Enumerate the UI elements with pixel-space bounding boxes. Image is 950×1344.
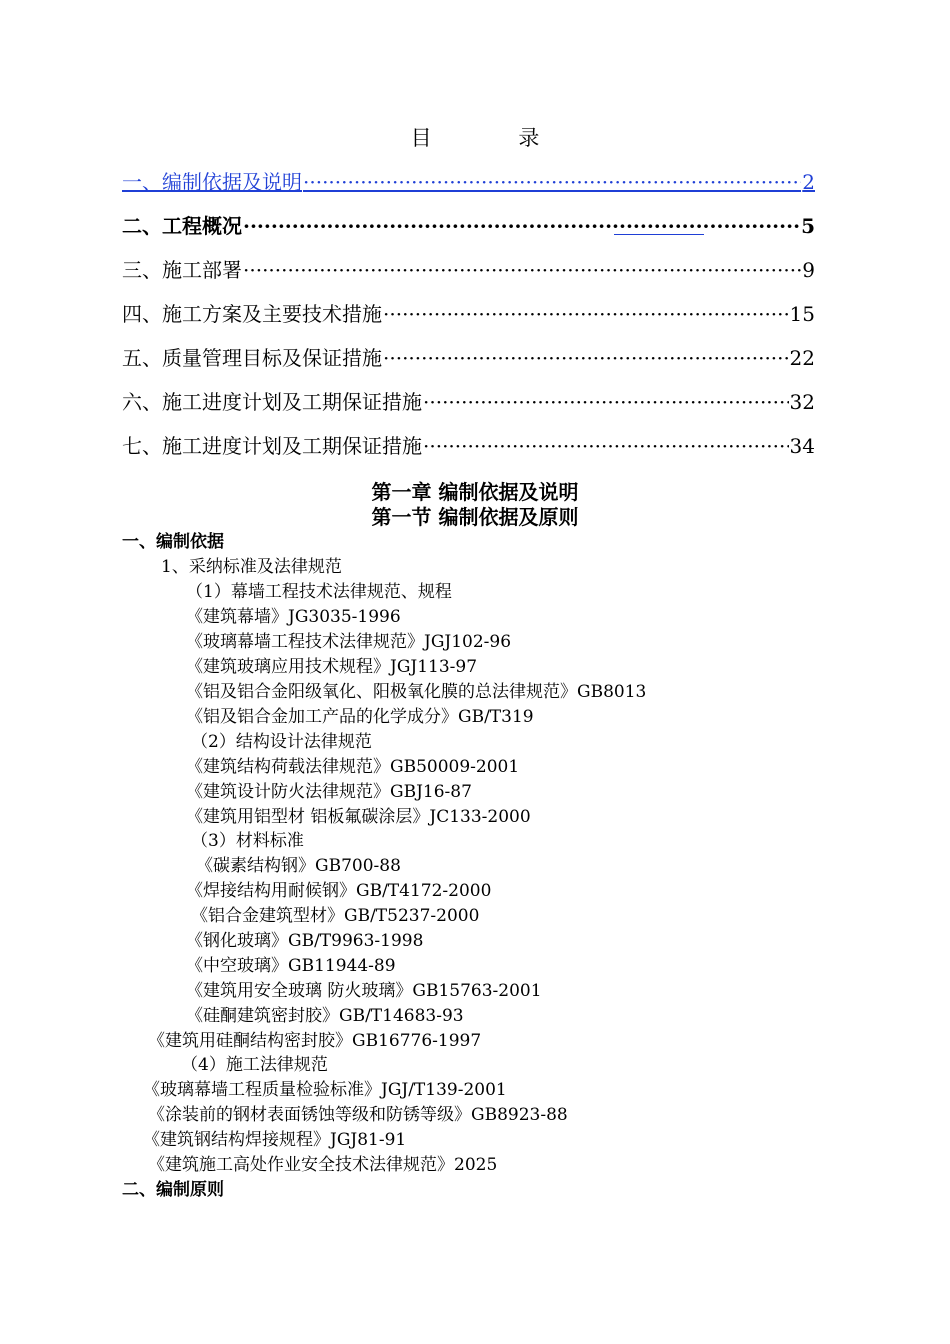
- standard-line: 《焊接结构用耐候钢》GB/T4172-2000: [186, 881, 492, 901]
- standard-line: 《建筑用安全玻璃 防火玻璃》GB15763-2001: [186, 981, 542, 1001]
- standard-line: 《铝及铝合金阳级氧化、阳极氧化膜的总法律规范》GB8013: [186, 682, 647, 702]
- toc-leader-dots: [423, 390, 789, 414]
- toc-item-page: 15: [789, 302, 815, 326]
- toc-item-5[interactable]: [122, 342, 815, 372]
- standard-line: 《铝合金建筑型材》GB/T5237-2000: [191, 906, 480, 926]
- toc-item-label: 一、编制依据及说明: [122, 170, 302, 194]
- heading-basis: 一、编制依据: [122, 532, 224, 552]
- toc-item-page: 9: [802, 258, 815, 282]
- toc-item-2[interactable]: [122, 210, 815, 240]
- toc-item-label: 五、质量管理目标及保证措施: [122, 346, 382, 370]
- category-construction: （4）施工法律规范: [181, 1055, 328, 1075]
- standard-line: 《建筑用硅酮结构密封胶》GB16776-1997: [148, 1031, 482, 1051]
- category-curtain-wall: （1）幕墙工程技术法律规范、规程: [186, 582, 452, 602]
- standard-line: 《建筑结构荷载法律规范》GB50009-2001: [186, 757, 520, 777]
- standard-line: 《建筑设计防火法律规范》GBJ16-87: [186, 782, 472, 802]
- standard-line: 《建筑钢结构焊接规程》JGJ81-91: [143, 1130, 407, 1150]
- standard-line: 《建筑用铝型材 铝板氟碳涂层》JC133-2000: [186, 807, 531, 827]
- subheading-standards: 1、采纳标准及法律规范: [161, 557, 342, 577]
- hyperlink-underline: [614, 234, 704, 235]
- toc-item-page: 2: [802, 170, 815, 194]
- toc-item-label: 二、工程概况: [122, 214, 242, 238]
- toc-item-page: 34: [789, 434, 815, 458]
- standard-line: 《钢化玻璃》GB/T9963-1998: [186, 931, 424, 951]
- standard-line: 《铝及铝合金加工产品的化学成分》GB/T319: [186, 707, 534, 727]
- standard-line: 《涂装前的钢材表面锈蚀等级和防锈等级》GB8923-88: [148, 1105, 568, 1125]
- toc-leader-dots: [383, 302, 789, 326]
- toc-item-label: 六、施工进度计划及工期保证措施: [122, 390, 422, 414]
- toc-item-label: 四、施工方案及主要技术措施: [122, 302, 382, 326]
- chapter-title: 第一章 编制依据及说明: [371, 480, 579, 504]
- toc-item-4[interactable]: [122, 298, 815, 328]
- toc-item-page: 32: [789, 390, 815, 414]
- standard-line: 《建筑玻璃应用技术规程》JGJ113-97: [186, 657, 478, 677]
- standard-line: 《建筑施工高处作业安全技术法律规范》2025: [148, 1155, 498, 1175]
- category-materials: （3）材料标准: [191, 831, 304, 851]
- toc-title: 目 录: [410, 126, 580, 150]
- toc-leader-dots: [423, 434, 789, 458]
- toc-item-7[interactable]: [122, 430, 815, 460]
- toc-item-label: 三、施工部署: [122, 258, 242, 282]
- category-structural: （2）结构设计法律规范: [191, 732, 372, 752]
- toc-item-6[interactable]: [122, 386, 815, 416]
- toc-leader-dots: [243, 214, 800, 238]
- standard-line: 《碳素结构钢》GB700-88: [196, 856, 401, 876]
- toc-item-page: 22: [789, 346, 815, 370]
- toc-item-label: 七、施工进度计划及工期保证措施: [122, 434, 422, 458]
- toc-item-page: 5: [801, 214, 815, 238]
- standard-line: 《玻璃幕墙工程质量检验标准》JGJ/T139-2001: [143, 1080, 507, 1100]
- toc-leader-dots: [303, 170, 801, 194]
- standard-line: 《中空玻璃》GB11944-89: [186, 956, 396, 976]
- section-title: 第一节 编制依据及原则: [371, 505, 579, 529]
- toc-leader-dots: [383, 346, 789, 370]
- standard-line: 《硅酮建筑密封胶》GB/T14683-93: [186, 1006, 464, 1026]
- toc-item-3[interactable]: [122, 254, 815, 284]
- standard-line: 《建筑幕墙》JG3035-1996: [186, 607, 401, 627]
- standard-line: 《玻璃幕墙工程技术法律规范》JGJ102-96: [186, 632, 512, 652]
- toc-leader-dots: [243, 258, 801, 282]
- heading-principles: 二、编制原则: [122, 1180, 224, 1200]
- toc-item-1[interactable]: [122, 166, 815, 196]
